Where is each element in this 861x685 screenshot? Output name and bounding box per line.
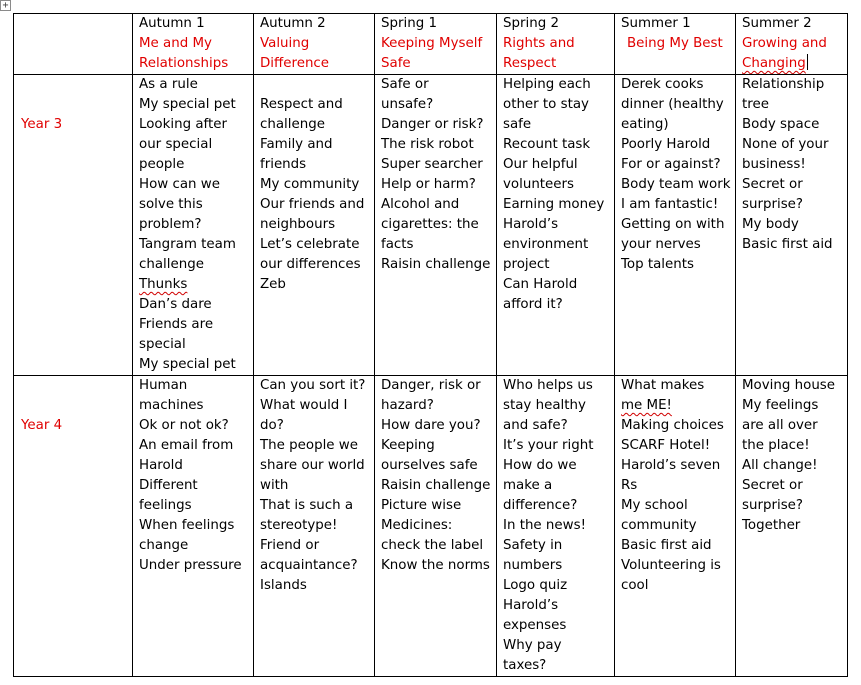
topic-item: friends: [260, 157, 307, 172]
topic-item: The people we: [260, 438, 358, 453]
theme-line: [742, 54, 847, 74]
topic-item: My community: [260, 177, 360, 192]
topic-item: Poorly Harold: [621, 137, 711, 152]
topic-item: Basic first aid: [621, 538, 712, 553]
topic-item: are all over: [742, 418, 818, 433]
topic-item: your nerves: [621, 237, 701, 252]
table-row: [14, 75, 848, 376]
topic-item: hazard?: [381, 398, 434, 413]
theme-line: Safe: [381, 56, 411, 71]
topic-item: Moving house: [742, 378, 836, 393]
topic-item: Earning money: [503, 197, 605, 212]
topic-item: What makes: [621, 378, 705, 393]
year-label: Year 4: [21, 418, 63, 433]
topic-item: That is such a: [260, 498, 354, 513]
topic-item: surprise?: [742, 197, 804, 212]
topic-item: Medicines:: [381, 518, 453, 533]
topic-item: Who helps us: [503, 378, 593, 393]
topic-item: Tangram team: [139, 237, 236, 252]
topics-cell[interactable]: [254, 75, 375, 376]
topic-item: machines: [139, 398, 204, 413]
topic-item: Alcohol and: [381, 197, 460, 212]
topic-item: Can Harold: [503, 277, 578, 292]
topic-item: My body: [742, 217, 799, 232]
topic-item: feelings: [139, 498, 192, 513]
topics-cell[interactable]: [133, 376, 254, 677]
topic-item: Basic first aid: [742, 237, 833, 252]
topics-cell[interactable]: [736, 376, 848, 677]
theme-line: Growing and: [742, 36, 827, 51]
topic-item: afford it?: [503, 297, 563, 312]
topic-item: unsafe?: [381, 97, 434, 112]
topic-item: Relationship: [742, 77, 825, 92]
topic-item: Safety in: [503, 538, 563, 553]
table-move-handle[interactable]: [0, 0, 11, 11]
topic-item: All change!: [742, 458, 818, 473]
term-label: Summer 2: [742, 16, 812, 31]
topics-cell[interactable]: [133, 75, 254, 376]
topic-item: It’s your right: [503, 438, 594, 453]
topic-item: Harold’s: [503, 217, 559, 232]
spellcheck-flag: Changing: [742, 56, 806, 71]
topic-item: My feelings: [742, 398, 819, 413]
topic-item: numbers: [503, 558, 563, 573]
corner-cell: [14, 14, 133, 75]
topic-item: stereotype!: [260, 518, 338, 533]
topics-cell[interactable]: [736, 75, 848, 376]
topic-item: challenge: [260, 117, 325, 132]
topic-item: Different: [139, 478, 198, 493]
spellcheck-flag: Thunks: [139, 277, 188, 292]
table-row: [14, 376, 848, 677]
topic-item: I am fantastic!: [621, 197, 719, 212]
topic-item: Together: [742, 518, 801, 533]
text-cursor: [807, 54, 808, 70]
header-cell[interactable]: [736, 14, 848, 75]
topic-item: My school: [621, 498, 688, 513]
topic-item: facts: [381, 237, 414, 252]
topic-item: Our helpful: [503, 157, 578, 172]
spellcheck-flag: me ME!: [621, 398, 672, 413]
topic-item: Recount task: [503, 137, 591, 152]
topic-item: solve this: [139, 197, 203, 212]
topic-item: and safe?: [503, 418, 568, 433]
topic-item: special: [139, 337, 186, 352]
topic-item: cigarettes: the: [381, 217, 479, 232]
year-cell[interactable]: [14, 376, 133, 677]
topic-item: Ok or not ok?: [139, 418, 229, 433]
topic-item: cool: [621, 578, 649, 593]
topic-item: For or against?: [621, 157, 721, 172]
topic-item: Danger, risk or: [381, 378, 481, 393]
theme-line: Respect: [503, 56, 557, 71]
header-cell[interactable]: [497, 14, 615, 75]
topic-item: Human: [139, 378, 188, 393]
topic-item: difference?: [503, 498, 578, 513]
topic-item: As a rule: [139, 77, 198, 92]
topic-item: Let’s celebrate: [260, 237, 360, 252]
topic-item: Rs: [621, 478, 638, 493]
topic-item: challenge: [139, 257, 204, 272]
topic-item: Family and: [260, 137, 333, 152]
topic-item: eating): [621, 117, 669, 132]
topic-item: Dan’s dare: [139, 297, 212, 312]
topic-item: Keeping: [381, 438, 435, 453]
topic-item: My special pet: [139, 357, 236, 372]
header-cell[interactable]: [375, 14, 497, 75]
topic-item: Harold’s seven: [621, 458, 721, 473]
topic-item: Under pressure: [139, 558, 242, 573]
topic-item: the place!: [742, 438, 810, 453]
topic-item: None of your: [742, 137, 829, 152]
topic-item: volunteers: [503, 177, 575, 192]
topic-item: acquaintance?: [260, 558, 358, 573]
topic-item: How do we: [503, 458, 577, 473]
topic-item: Friend or: [260, 538, 320, 553]
topic-item: In the news!: [503, 518, 586, 533]
topic-item: Safe or: [381, 77, 429, 92]
topic-item: check the label: [381, 538, 484, 553]
topic-item: Know the norms: [381, 558, 490, 573]
topics-cell[interactable]: [615, 75, 736, 376]
topic-item: make a: [503, 478, 553, 493]
move-cross-icon: +: [2, 0, 9, 11]
topics-cell[interactable]: [615, 376, 736, 677]
topic-item: Harold’s: [503, 598, 559, 613]
topic-item: Raisin challenge: [381, 478, 491, 493]
topic-item: Top talents: [621, 257, 694, 272]
topic-item: Can you sort it?: [260, 378, 366, 393]
topic-item: Making choices: [621, 418, 724, 433]
topic-item: SCARF Hotel!: [621, 438, 711, 453]
topic-item: share our world: [260, 458, 365, 473]
year-label: Year 3: [21, 117, 63, 132]
theme-line: Valuing: [260, 36, 310, 51]
topic-item: business!: [742, 157, 806, 172]
theme-line: Rights and: [503, 36, 575, 51]
topic-item: Why pay: [503, 638, 562, 653]
topic-item: The risk robot: [381, 137, 474, 152]
topic-item: Secret or: [742, 478, 803, 493]
topic-item: My special pet: [139, 97, 236, 112]
year-cell[interactable]: [14, 75, 133, 376]
topic-item: expenses: [503, 618, 567, 633]
topic-item: Help or harm?: [381, 177, 476, 192]
topic-item: people: [139, 157, 185, 172]
topic-item: community: [621, 518, 697, 533]
term-label: Autumn 2: [260, 16, 326, 31]
topic-item: with: [260, 478, 289, 493]
topics-cell[interactable]: [375, 376, 497, 677]
topic-item: other to stay: [503, 97, 589, 112]
topic-item: do?: [260, 418, 284, 433]
header-row: [14, 14, 848, 75]
topic-item: [621, 396, 735, 416]
header-cell[interactable]: [254, 14, 375, 75]
topic-item: taxes?: [503, 658, 547, 673]
topics-cell[interactable]: [497, 376, 615, 677]
topic-item: Islands: [260, 578, 307, 593]
header-cell[interactable]: [615, 14, 736, 75]
topic-item: Body team work: [621, 177, 731, 192]
topic-item: Danger or risk?: [381, 117, 484, 132]
topic-item: How can we: [139, 177, 220, 192]
topic-item: Secret or: [742, 177, 803, 192]
topic-item: safe: [503, 117, 532, 132]
topic-item: Raisin challenge: [381, 257, 491, 272]
topic-item: Our friends and: [260, 197, 365, 212]
topic-item: surprise?: [742, 498, 804, 513]
topic-item: When feelings: [139, 518, 235, 533]
topic-item: How dare you?: [381, 418, 481, 433]
theme-line: Difference: [260, 56, 330, 71]
topic-item: project: [503, 257, 550, 272]
topic-item: dinner (healthy: [621, 97, 724, 112]
topic-item: Respect and: [260, 97, 343, 112]
topic-item: [139, 275, 253, 295]
topic-item: Logo quiz: [503, 578, 568, 593]
term-label: Spring 2: [503, 16, 559, 31]
topic-item: Volunteering is: [621, 558, 721, 573]
topic-item: Super searcher: [381, 157, 483, 172]
theme-line: Keeping Myself: [381, 36, 483, 51]
topic-item: An email from: [139, 438, 234, 453]
theme-line: Relationships: [139, 56, 229, 71]
term-label: Spring 1: [381, 16, 437, 31]
topic-item: our differences: [260, 257, 361, 272]
topic-item: Harold: [139, 458, 183, 473]
pshe-curriculum-table: [13, 13, 848, 677]
topic-item: Derek cooks: [621, 77, 704, 92]
topics-cell[interactable]: [497, 75, 615, 376]
topic-item: change: [139, 538, 189, 553]
topic-item: Helping each: [503, 77, 591, 92]
theme-line: Being My Best: [627, 36, 723, 51]
topics-cell[interactable]: [375, 75, 497, 376]
topic-item: environment: [503, 237, 589, 252]
topic-item: neighbours: [260, 217, 336, 232]
topic-item: Looking after: [139, 117, 228, 132]
topic-item: tree: [742, 97, 769, 112]
topic-item: [260, 75, 374, 95]
term-label: Summer 1: [621, 16, 691, 31]
topic-item: Zeb: [260, 277, 286, 292]
topic-item: ourselves safe: [381, 458, 478, 473]
topic-item: What would I: [260, 398, 348, 413]
term-label: Autumn 1: [139, 16, 205, 31]
topic-item: stay healthy: [503, 398, 586, 413]
topic-item: Getting on with: [621, 217, 725, 232]
topic-item: Picture wise: [381, 498, 462, 513]
header-cell[interactable]: [133, 14, 254, 75]
topic-item: Friends are: [139, 317, 214, 332]
topics-cell[interactable]: [254, 376, 375, 677]
topic-item: problem?: [139, 217, 202, 232]
theme-line: Me and My: [139, 36, 212, 51]
topic-item: Body space: [742, 117, 820, 132]
topic-item: our special: [139, 137, 213, 152]
